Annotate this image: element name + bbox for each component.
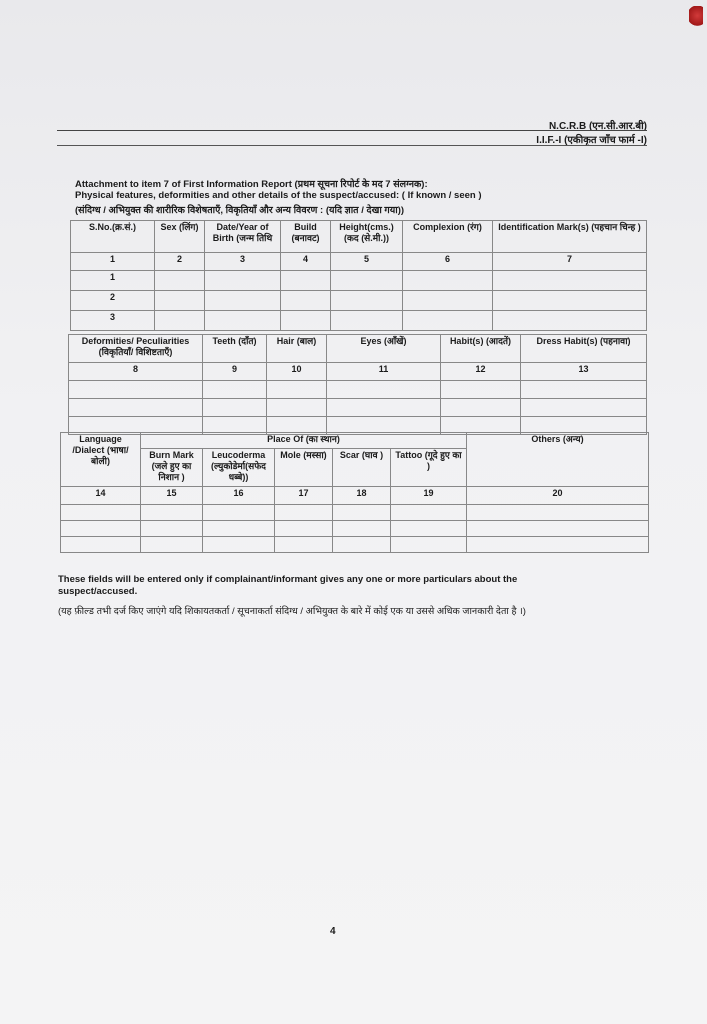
num-cell: 6 <box>403 253 493 271</box>
entry-cell[interactable] <box>281 291 331 311</box>
entry-cell[interactable] <box>61 505 141 521</box>
num-cell: 10 <box>267 363 327 381</box>
iif-header: I.I.F.-I (एकीकृत जाँच फार्म -I) <box>536 135 647 146</box>
col-dress-habits: Dress Habit(s) (पहनावा) <box>521 335 647 363</box>
entry-cell[interactable] <box>61 521 141 537</box>
entry-cell[interactable] <box>155 311 205 331</box>
table-row <box>69 381 647 399</box>
num-cell: 13 <box>521 363 647 381</box>
num-cell: 11 <box>327 363 441 381</box>
attachment-subtitle-hindi: (संदिग्ध / अभियुक्त की शारीरिक विशेषताएँ, विकृतियाँ और अन्य विवरण : (यदि ज्ञात / देखा गया)) <box>75 205 405 216</box>
entry-cell[interactable] <box>333 537 391 553</box>
header-rule <box>57 130 647 131</box>
table-row <box>61 537 649 553</box>
table2-number-row <box>69 363 647 381</box>
page-corner-mark <box>689 6 703 30</box>
table-row <box>71 311 647 331</box>
col-others: Others (अन्य) <box>467 433 649 487</box>
entry-cell[interactable] <box>467 537 649 553</box>
num-cell: 3 <box>205 253 281 271</box>
entry-cell[interactable] <box>281 311 331 331</box>
num-cell: 15 <box>141 487 203 505</box>
entry-cell[interactable] <box>155 271 205 291</box>
num-cell: 16 <box>203 487 275 505</box>
row-number: 2 <box>71 291 155 311</box>
entry-cell[interactable] <box>275 505 333 521</box>
col-tattoo: Tattoo (गूदे हुए का ) <box>391 449 467 487</box>
entry-cell[interactable] <box>203 399 267 417</box>
row-number: 3 <box>71 311 155 331</box>
entry-cell[interactable] <box>403 311 493 331</box>
num-cell: 1 <box>71 253 155 271</box>
entry-cell[interactable] <box>275 521 333 537</box>
table3-number-row <box>61 487 649 505</box>
entry-cell[interactable] <box>441 381 521 399</box>
entry-cell[interactable] <box>331 271 403 291</box>
entry-cell[interactable] <box>203 521 275 537</box>
entry-cell[interactable] <box>267 399 327 417</box>
table-row <box>61 521 649 537</box>
col-leucoderma: Leucoderma (ल्युकोडेर्मा(सफेद धब्बे)) <box>203 449 275 487</box>
entry-cell[interactable] <box>327 381 441 399</box>
suspect-table-1 <box>70 220 647 331</box>
col-sex: Sex (लिंग) <box>155 221 205 253</box>
entry-cell[interactable] <box>391 537 467 553</box>
col-mole: Mole (मस्सा) <box>275 449 333 487</box>
col-hair: Hair (बाल) <box>267 335 327 363</box>
col-dob: Date/Year of Birth (जन्म तिथि <box>205 221 281 253</box>
col-teeth: Teeth (दाँत) <box>203 335 267 363</box>
suspect-table-2 <box>68 334 647 435</box>
row-number: 1 <box>71 271 155 291</box>
ncrb-header: N.C.R.B (एन.सी.आर.बी) <box>548 121 647 132</box>
entry-cell[interactable] <box>493 291 647 311</box>
entry-cell[interactable] <box>203 381 267 399</box>
num-cell: 20 <box>467 487 649 505</box>
col-scar: Scar (घाव ) <box>333 449 391 487</box>
entry-cell[interactable] <box>205 311 281 331</box>
entry-cell[interactable] <box>331 291 403 311</box>
suspect-table-3 <box>60 432 649 553</box>
col-habits: Habit(s) (आदतें) <box>441 335 521 363</box>
col-burn-mark: Burn Mark (जले हुए का निशान ) <box>141 449 203 487</box>
col-deformities: Deformities/ Peculiarities (विकृतियाँ/ विशिष्टताएँ) <box>69 335 203 363</box>
attachment-title: Attachment to item 7 of First Information Report (प्रथम सूचना रिपोर्ट के मद 7 संलग्नक): <box>75 179 428 190</box>
table-row <box>69 399 647 417</box>
entry-cell[interactable] <box>205 291 281 311</box>
entry-cell[interactable] <box>331 311 403 331</box>
table-row <box>71 271 647 291</box>
table-row <box>71 291 647 311</box>
col-sno: S.No.(क्र.सं.) <box>71 221 155 253</box>
entry-cell[interactable] <box>391 505 467 521</box>
header-rule-2 <box>57 145 647 146</box>
entry-cell[interactable] <box>141 537 203 553</box>
entry-cell[interactable] <box>203 537 275 553</box>
entry-cell[interactable] <box>521 381 647 399</box>
num-cell: 17 <box>275 487 333 505</box>
entry-cell[interactable] <box>205 271 281 291</box>
entry-cell[interactable] <box>141 505 203 521</box>
col-height: Height(cms.) (कद (से.मी.)) <box>331 221 403 253</box>
entry-cell[interactable] <box>333 505 391 521</box>
footnote-hindi: (यह फ़ील्ड तभी दर्ज किए जाएंगे यदि शिकायतकर्ता / सूचनाकर्ता संदिग्ध / अभियुक्त के बारे में कोई एक या उससे अधिक जानकारी देता है ।) <box>58 606 526 617</box>
entry-cell[interactable] <box>267 381 327 399</box>
attachment-subtitle: Physical features, deformities and other details of the suspect/accused: ( If known / seen ) <box>75 190 482 201</box>
entry-cell[interactable] <box>333 521 391 537</box>
col-eyes: Eyes (आँखें) <box>327 335 441 363</box>
entry-cell[interactable] <box>467 521 649 537</box>
entry-cell[interactable] <box>441 399 521 417</box>
entry-cell[interactable] <box>467 505 649 521</box>
entry-cell[interactable] <box>275 537 333 553</box>
col-complexion: Complexion (रंग) <box>403 221 493 253</box>
entry-cell[interactable] <box>403 291 493 311</box>
entry-cell[interactable] <box>203 505 275 521</box>
entry-cell[interactable] <box>141 521 203 537</box>
num-cell: 12 <box>441 363 521 381</box>
entry-cell[interactable] <box>69 381 203 399</box>
num-cell: 19 <box>391 487 467 505</box>
num-cell: 4 <box>281 253 331 271</box>
entry-cell[interactable] <box>521 399 647 417</box>
entry-cell[interactable] <box>155 291 205 311</box>
num-cell: 18 <box>333 487 391 505</box>
entry-cell[interactable] <box>69 399 203 417</box>
num-cell: 8 <box>69 363 203 381</box>
entry-cell[interactable] <box>493 271 647 291</box>
num-cell: 7 <box>493 253 647 271</box>
col-identification-mark: Identification Mark(s) (पहचान चिन्ह ) <box>493 221 647 253</box>
table1-number-row <box>71 253 647 271</box>
num-cell: 5 <box>331 253 403 271</box>
table-row <box>61 505 649 521</box>
entry-cell[interactable] <box>281 271 331 291</box>
table2-header-row <box>69 335 647 363</box>
num-cell: 2 <box>155 253 205 271</box>
entry-cell[interactable] <box>391 521 467 537</box>
col-language: Language /Dialect (भाषा/बोली) <box>61 433 141 487</box>
entry-cell[interactable] <box>403 271 493 291</box>
footnote-english: These fields will be entered only if complainant/informant gives any one or more particulars about the suspect/accused. <box>58 574 518 597</box>
entry-cell[interactable] <box>327 399 441 417</box>
num-cell: 14 <box>61 487 141 505</box>
table1-header-row <box>71 221 647 253</box>
table3-header-row <box>61 433 649 449</box>
entry-cell[interactable] <box>493 311 647 331</box>
page-number: 4 <box>330 926 336 937</box>
col-build: Build (बनावट) <box>281 221 331 253</box>
col-place-of: Place Of (का स्थान) <box>141 433 467 449</box>
num-cell: 9 <box>203 363 267 381</box>
entry-cell[interactable] <box>61 537 141 553</box>
